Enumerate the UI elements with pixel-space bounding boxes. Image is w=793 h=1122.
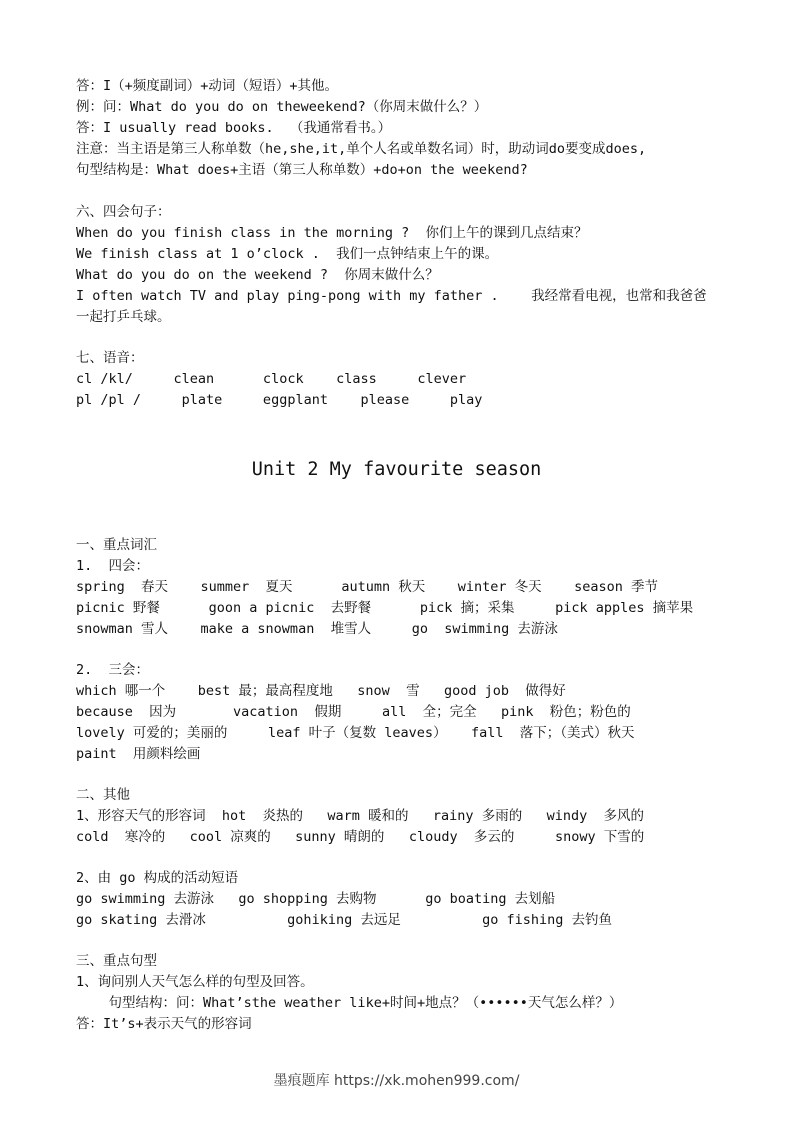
section-heading-phonics: 七、语音： [76, 350, 144, 366]
weather-adjectives-1: 1、形容天气的形容词 hot 炎热的 warm 暖和的 rainy 多雨的 windy 多风的 [76, 808, 644, 824]
pattern-1-answer: 答：It’s+表示天气的形容词 [76, 1016, 252, 1032]
sentence-1: When do you finish class in the morning ? 你们上午的课到几点结束？ [76, 225, 588, 241]
section-heading-vocab: 一、重点词汇 [76, 537, 157, 553]
vocab-three-row-4: paint 用颜料绘画 [76, 746, 201, 762]
section-heading-sentences: 六、四会句子： [76, 204, 171, 220]
phonics-pl: pl /pl / plate eggplant please play [76, 392, 483, 408]
sentence-3: What do you do on the weekend ? 你周末做什么？ [76, 267, 439, 283]
pattern-1-structure: 句型结构：问：What’sthe weather like+时间+地点？（••••••天气怎么样？） [76, 995, 623, 1011]
sentence-4-cont: 一起打乒乓球。 [76, 309, 171, 325]
vocab-three-row-3: lovely 可爱的；美丽的 leaf 叶子（复数 leaves） fall 落下；（美式）秋天 [76, 725, 635, 741]
line-note-structure: 句型结构是：What does+主语（第三人称单数）+do+on the weekend? [76, 162, 528, 178]
go-phrases-heading: 2、由 go 构成的活动短语 [76, 870, 239, 886]
sentence-4: I often watch TV and play ping-pong with my father . 我经常看电视，也常和我爸爸 [76, 288, 707, 304]
section-heading-other: 二、其他 [76, 787, 130, 803]
vocab-three-heading: 2. 三会： [76, 662, 150, 678]
vocab-four-row-2: picnic 野餐 goon a picnic 去野餐 pick 摘；采集 pick apples 摘苹果 [76, 600, 694, 616]
vocab-three-row-1: which 哪一个 best 最；最高程度地 snow 雪 good job 做得好 [76, 683, 566, 699]
footer-watermark: 墨痕题库 https://xk.mohen999.com/ [273, 1073, 520, 1089]
vocab-four-row-1: spring 春天 summer 夏天 autumn 秋天 winter 冬天 season 季节 [76, 579, 659, 595]
go-phrases-row-1: go swimming 去游泳 go shopping 去购物 go boating 去划船 [76, 891, 556, 907]
line-answer-structure: 答：I（+频度副词）+动词（短语）+其他。 [76, 78, 339, 94]
vocab-four-row-3: snowman 雪人 make a snowman 堆雪人 go swimming 去游泳 [76, 621, 558, 637]
line-example-answer: 答：I usually read books. （我通常看书。） [76, 120, 392, 136]
go-phrases-row-2: go skating 去滑冰 gohiking 去远足 go fishing 去钓鱼 [76, 912, 613, 928]
weather-adjectives-2: cold 寒冷的 cool 凉爽的 sunny 晴朗的 cloudy 多云的 snowy 下雪的 [76, 829, 645, 845]
line-example-question: 例：问：What do you do on theweekend?（你周末做什么？） [76, 99, 488, 115]
line-note: 注意：当主语是第三人称单数（he,she,it,单个人名或单数名词）时，助动词do要变成does, [76, 141, 647, 157]
phonics-cl: cl /kl/ clean clock class clever [76, 371, 467, 387]
section-heading-patterns: 三、重点句型 [76, 953, 157, 969]
unit-title: Unit 2 My favourite season [251, 459, 542, 480]
sentence-2: We finish class at 1 o’clock . 我们一点钟结束上午的课。 [76, 246, 499, 262]
vocab-three-row-2: because 因为 vacation 假期 all 全；完全 pink 粉色；粉色的 [76, 704, 631, 720]
vocab-four-heading: 1. 四会： [76, 558, 150, 574]
pattern-1-heading: 1、询问别人天气怎么样的句型及回答。 [76, 974, 314, 990]
